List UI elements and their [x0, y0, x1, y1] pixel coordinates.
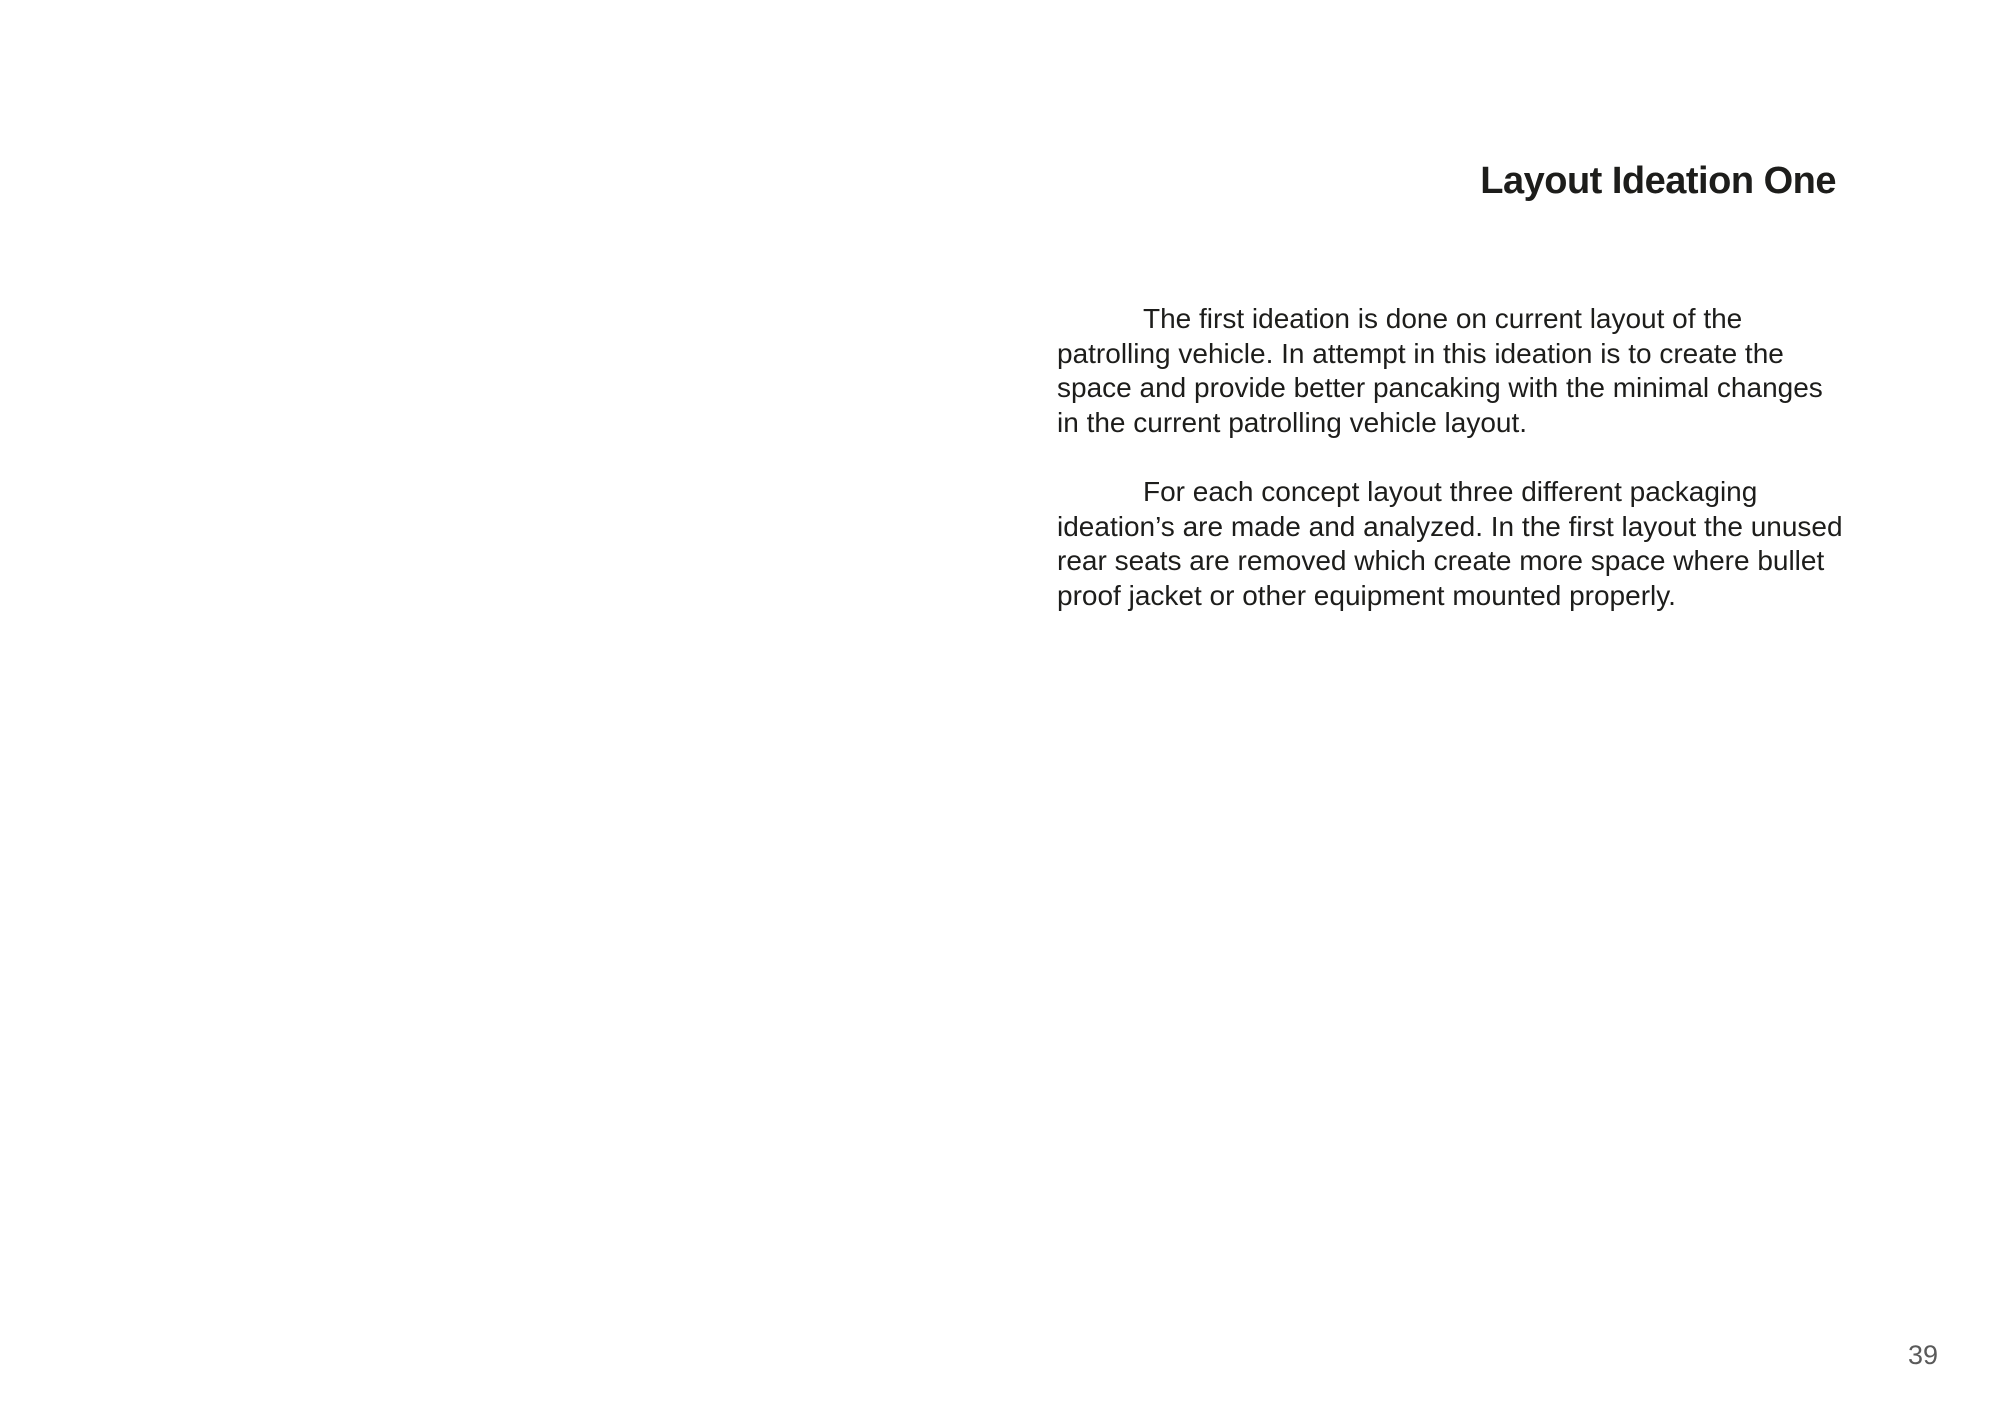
section-heading: Layout Ideation One: [1480, 160, 1836, 202]
page-number: 39: [1907, 1340, 1938, 1370]
paragraph-2: For each concept layout three different packaging ideation’s are made and analyzed. In the first layout the unused rear seats are removed which create more space where bullet proof jacket or other equipment mounted properly.: [1057, 475, 1843, 611]
paragraph-1: The first ideation is done on current layout of the patrolling vehicle. In attempt in this ideation is to create the space and provide better pancaking with the minimal changes in the current patrolling vehicle layout.: [1057, 303, 1823, 438]
body-text: [1057, 302, 1847, 648]
